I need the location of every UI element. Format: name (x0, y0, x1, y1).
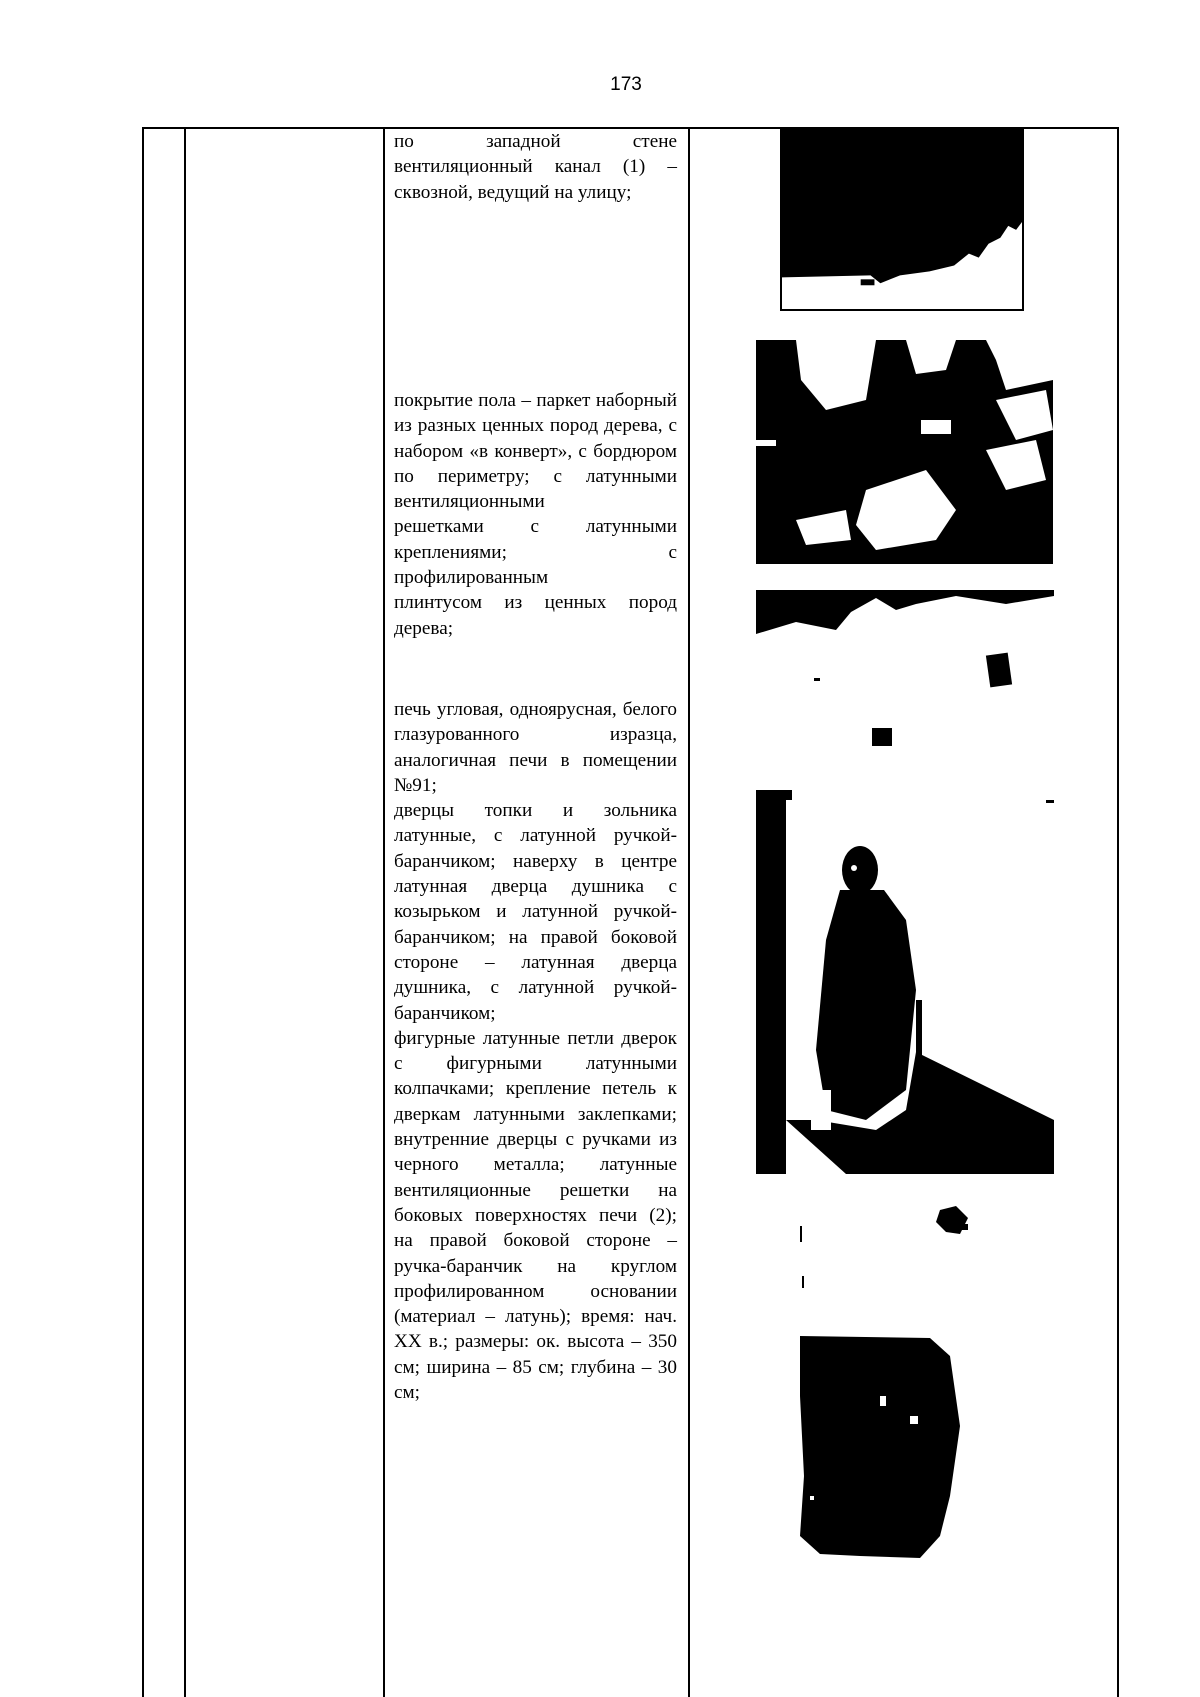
text-line: печь угловая, одноярусная, белого глазурованного изразца, аналогичная печи в помещении №91; (394, 699, 677, 796)
photo-stove-corner (756, 790, 1054, 1174)
text-line: по западной стене вентиляционный канал (1) – сквозной, ведущий на улицу; (394, 131, 677, 203)
text-block-stove (394, 697, 677, 1405)
text-line: решетками с латунными креплениями; с профилированным (394, 516, 677, 589)
text-block-ventilation-channel (394, 129, 677, 205)
photo-stove-top (756, 590, 1054, 748)
text-line: фигурные латунные петли дверок с фигурными латунными колпачками; крепление петель к дверкам латунными заклепками; внутренние дверцы с ручками из черного металла; латунные вентиляционные решетки на боковых поверхностях печи (2); на правой боковой стороне – ручка-баранчик на круглом профилированном основании (материал – латунь); время: нач. XX в.; размеры: ок. высота – 350 см; ширина – 85 см; глубина – 30 см; (394, 1027, 677, 1404)
photo-stove-door (780, 1196, 1030, 1566)
page-number: 173 (610, 74, 642, 95)
text-block-floor-covering (394, 388, 677, 641)
column-divider-1 (184, 127, 186, 1697)
photo-parquet-floor (756, 340, 1053, 564)
text-line: дверцы топки и зольника латунные, с латунной ручкой-баранчиком; наверху в центре латунная дверца душника с козырьком и латунной ручкой-баранчиком; на правой боковой стороне – латунная дверца душника, с латунной ручкой-баранчиком; (394, 800, 677, 1024)
text-line: плинтусом из ценных пород дерева; (394, 592, 677, 639)
text-line: покрытие пола – паркет наборный из разных ценных пород дерева, с набором «в конверт», с бордюром по периметру; с латунными вентиляционными (394, 390, 677, 513)
photo-ventilation-channel (780, 127, 1024, 311)
column-divider-2 (383, 127, 385, 1697)
column-divider-3 (688, 127, 690, 1697)
